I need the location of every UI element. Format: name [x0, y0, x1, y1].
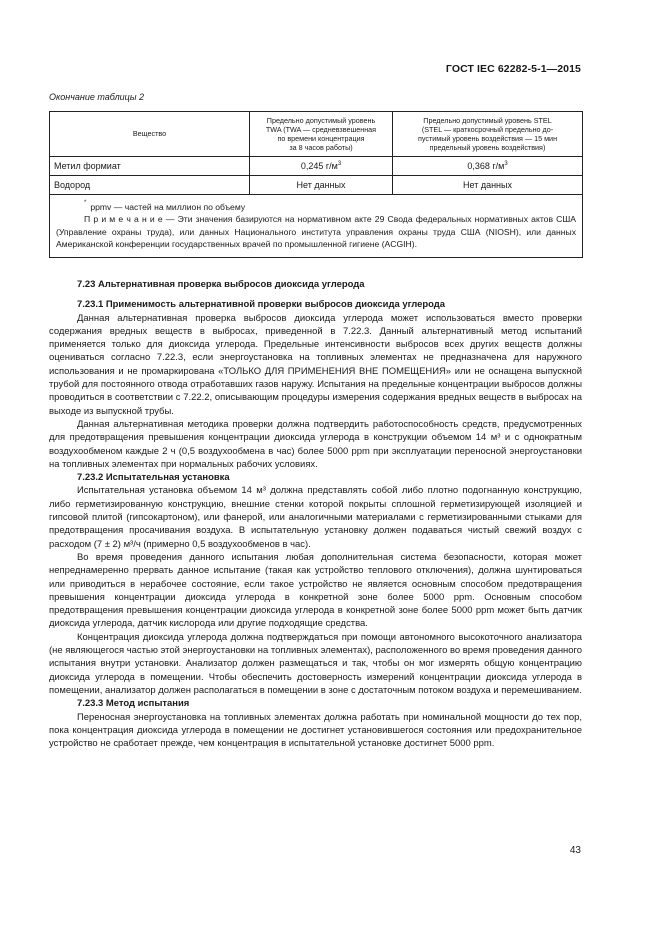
- paragraph: Данная альтернативная методика проверки должна подтвердить работоспособность средств, предусмотренных для предотвращения превышения концентрации диоксида углерода в конструкции объемом 14 м³ и с однократным воздухообменом каждые 2 ч (0,5 воздухообмена в час) более 5000 ppm при эксплуатации переносной энергоустановки на топливных элементах при нормальных рабочих условиях.: [49, 418, 582, 470]
- paragraph: Концентрация диоксида углерода должна подтверждаться при помощи автономного высокоточного анализатора (не являющегося частью этой энергоустановки на топливных элементах), расположенного во время проведения данного испытания внутри установки. Анализатор должен размещаться и так, чтобы он мог измерять общую концентрацию диоксида углерода в помещении. Чтобы обеспечить достоверность измерений концентрации диоксида углерода в помещении, анализатор должен располагаться в помещении в зоне с достаточным потоком воздуха и перемешиванием.: [49, 631, 582, 696]
- unit-exponent: 3: [504, 161, 508, 167]
- table-footnote: [56, 199, 576, 213]
- header-stel: [393, 112, 583, 157]
- header-twa-line: по времени концентрация: [277, 134, 365, 143]
- header-twa-line: TWA (TWA — средневзвешенная: [265, 124, 377, 134]
- header-stel-line: Предельно допустимый уровень STEL: [423, 115, 552, 125]
- unit-exponent: 3: [337, 161, 342, 167]
- table-header-row: [50, 112, 583, 157]
- paragraph: Во время проведения данного испытания любая дополнительная система безопасности, которая может непреднамеренно прервать данное испытание (такая как устройство теплового отключения), должна шунтироваться или приводиться в нерабочее состояние, если такое устройство не является основным способом предотвращения превышения концентрации диоксида углерода в конкретной зоне более 5000 ppm. Основным способом предотвращения превышения концентрации диоксида углерода в конкретной зоне более 5000 ppm может быть датчик диоксида углерода, датчик кислорода или другие подходящие средства.: [49, 551, 582, 630]
- header-stel-line: пустимый уровень воздействия — 15 мин: [417, 134, 558, 143]
- cell-twa: [250, 157, 393, 176]
- table-row: [50, 176, 583, 195]
- note-label: П р и м е ч а н и е: [84, 214, 163, 225]
- table-row: [50, 157, 583, 176]
- header-twa: [250, 112, 393, 157]
- header-twa-line: за 8 часов работы): [289, 143, 353, 153]
- paragraph: Данная альтернативная проверка выбросов диоксида углерода может использоваться вместо проверки содержания вредных веществ в выбросах, приведенной в 7.22.3. Данный альтернативный метод испытаний применяется только для диоксида углерода. Предельные интенсивности выбросов всех других веществ должны оцениваться согласно 7.22.3, если энергоустановка на топливных элементах не предназначена для наружного использования и не промаркирована «ТОЛЬКО ДЛЯ ПРИМЕНЕНИЯ ВНЕ ПОМЕЩЕНИЯ» или не оснащена выпускной трубой для постоянного отвода отработавших газов наружу. Испытания на предельные концентрации выбросов должны проводиться в соответствии с 7.22.2, описывающим процедуры измерения содержания вредных веществ в выбросах на выходе из выпускной трубы.: [49, 312, 582, 417]
- cell-substance: Водород: [50, 176, 250, 195]
- table-notes-row: [50, 195, 583, 258]
- cell-stel: [393, 157, 583, 176]
- cell-substance: Метил формиат: [50, 157, 250, 176]
- page-number: 43: [569, 845, 581, 856]
- cell-stel: Нет данных: [393, 176, 583, 195]
- paragraph: Испытательная установка объемом 14 м³ должна представлять собой либо плотно подогнанную конструкцию, либо герметизированную конструкцию, внешние стенки которой покрыты сплошной герметизирующей изоляцией и гипсовой плитой (гипсокартоном), или фанерой, или аналогичными материалами с герметизированными стыками для предотвращения просачивания воздуха. В испытательную установку должен подаваться чистый свежий воздух с расходом (7 ± 2) м³/ч (примерно 0,5 воздухообменов в час).: [49, 485, 582, 550]
- header-twa-line: Предельно допустимый уровень: [266, 115, 376, 125]
- standard-id: ГОСТ IEC 62282-5-1—2015: [445, 63, 581, 75]
- section-7-23-2-title: 7.23.2 Испытательная установка: [77, 472, 230, 484]
- section-7-23-title: 7.23 Альтернативная проверка выбросов диоксида углерода: [77, 279, 365, 290]
- table-continuation-label: Окончание таблицы 2: [49, 92, 144, 102]
- cell-twa: Нет данных: [250, 176, 393, 195]
- document-body: [49, 278, 582, 750]
- cell-twa-value: 0,245 г/м: [300, 161, 338, 171]
- header-stel-line: предельный уровень воздействия): [429, 143, 546, 153]
- header-stel-line: (STEL — краткосрочный предельно до-: [421, 124, 554, 134]
- footnote-text: ppmv — частей на миллион по объему: [90, 201, 246, 212]
- paragraph: Переносная энергоустановка на топливных элементах должна работать при номинальной мощности до тех пор, пока концентрация диоксида углерода в помещении не достигнет установившегося состояния или предохранительное устройство не сработает прежде, чем концентрация в испытательной установке достигнет 5000 ppm.: [49, 711, 582, 750]
- exposure-limits-table: [49, 111, 583, 258]
- footnote-mark: *: [84, 200, 87, 206]
- section-7-23-1-title: 7.23.1 Применимость альтернативной проверки выбросов диоксида углерода: [77, 299, 446, 311]
- header-substance: Вещество: [50, 112, 250, 157]
- table-note: [56, 213, 576, 251]
- cell-stel-value: 0,368 г/м: [467, 161, 505, 171]
- note-text: — Эти значения базируются на нормативном акте 29 Свода федеральных нормативных актов США (Управление охраны труда), или данных Национального института управления охраны труда США (NIOSH), или данных Американской конференции государственных врачей по промышленной гигиене (ACGIH).: [56, 214, 577, 250]
- section-7-23-3-title: 7.23.3 Метод испытания: [77, 698, 190, 710]
- table-notes-cell: [50, 195, 583, 258]
